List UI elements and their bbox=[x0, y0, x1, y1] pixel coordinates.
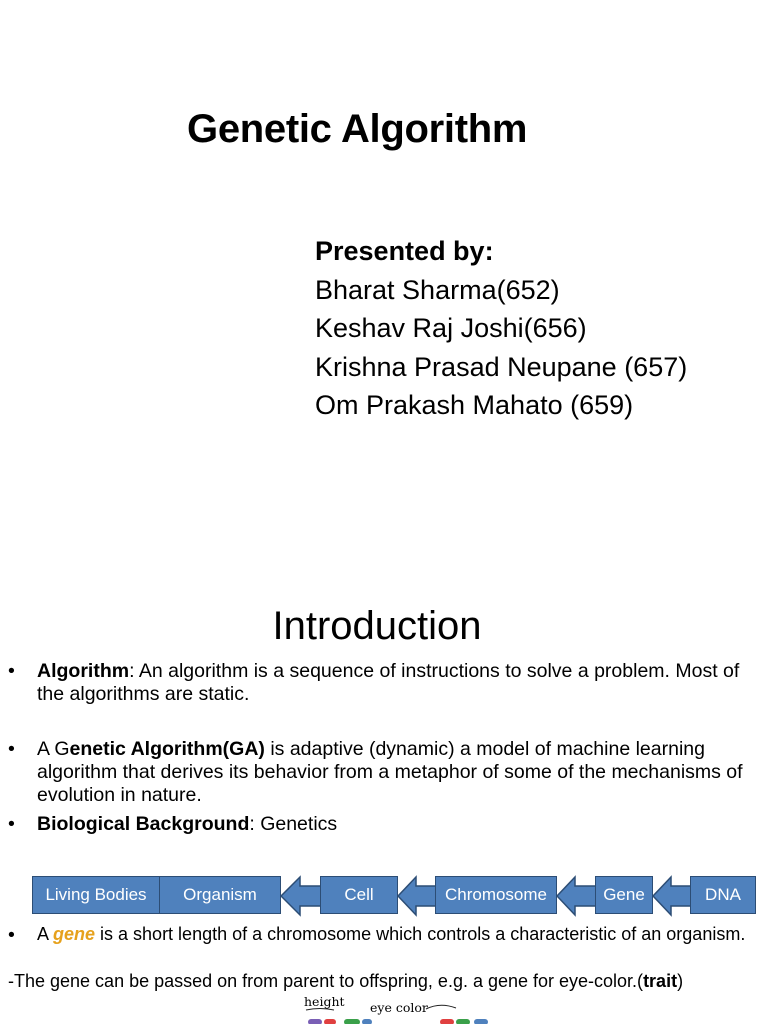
bullet-lead: A bbox=[37, 924, 54, 944]
bullet-lead: A G bbox=[37, 738, 70, 760]
trait-line-close: ) bbox=[677, 971, 684, 991]
bullet-text bbox=[37, 738, 768, 807]
biology-flow-diagram bbox=[0, 874, 768, 918]
presenter-name: Bharat Sharma(652) bbox=[315, 274, 560, 305]
introduction-slide bbox=[0, 576, 768, 1024]
bullet-term: Algorithm bbox=[37, 660, 130, 682]
left-arrow-icon bbox=[556, 874, 597, 918]
presenter-name: Keshav Raj Joshi(656) bbox=[315, 313, 587, 343]
bullet-item-biological-background bbox=[8, 813, 768, 836]
slide-title: Introduction bbox=[272, 604, 482, 648]
bullet-body: is adaptive (dynamic) a model of machine learning algorithm that derives its behavior from a metaphor of some of the mechanisms of evolution in nature. bbox=[37, 738, 743, 806]
chromosome-icon bbox=[300, 994, 500, 1024]
presenter-name: Om Prakash Mahato (659) bbox=[315, 390, 634, 420]
height-label: height bbox=[304, 994, 345, 1009]
bullet-text bbox=[37, 924, 768, 945]
bullet-body: : Genetics bbox=[249, 813, 338, 835]
bullet-text bbox=[37, 660, 768, 706]
bullet-item-algorithm bbox=[8, 660, 768, 706]
bullet-item-gene bbox=[8, 924, 768, 945]
chromosome-illustration bbox=[300, 994, 500, 1024]
eye-color-label: eye color bbox=[370, 1000, 428, 1015]
presented-by-label: Presented by: bbox=[315, 236, 494, 266]
bullet-item-genetic-algorithm bbox=[8, 738, 768, 807]
flow-box-living-bodies: Living Bodies bbox=[32, 876, 160, 914]
presenters-block bbox=[315, 232, 687, 425]
bullet-term: Biological Background bbox=[37, 813, 250, 835]
flow-box-organism: Organism bbox=[159, 876, 281, 914]
flow-box-cell: Cell bbox=[320, 876, 398, 914]
bullet-body: is a short length of a chromosome which controls a characteristic of an organism. bbox=[95, 924, 746, 944]
flow-box-dna: DNA bbox=[690, 876, 756, 914]
left-arrow-icon bbox=[280, 874, 322, 918]
bullet-icon: • bbox=[8, 738, 15, 760]
trait-word: trait bbox=[643, 971, 678, 991]
gene-highlight: gene bbox=[53, 924, 96, 944]
left-arrow-icon bbox=[652, 874, 692, 918]
trait-line-text: -The gene can be passed on from parent to offspring, e.g. a gene for eye-color.( bbox=[8, 971, 644, 991]
flow-box-chromosome: Chromosome bbox=[435, 876, 557, 914]
bullet-icon: • bbox=[8, 660, 15, 682]
flow-box-gene: Gene bbox=[595, 876, 653, 914]
bullet-term: enetic Algorithm(GA) bbox=[69, 738, 265, 760]
slide-title: Genetic Algorithm bbox=[187, 107, 528, 151]
bullet-icon: • bbox=[8, 813, 15, 835]
trait-line bbox=[8, 971, 683, 992]
bullet-text bbox=[37, 813, 768, 836]
left-arrow-icon bbox=[397, 874, 437, 918]
bullet-body: : An algorithm is a sequence of instructions to solve a problem. Most of the algorithms are static. bbox=[37, 660, 740, 705]
bullet-icon: • bbox=[8, 924, 15, 946]
presenter-name: Krishna Prasad Neupane (657) bbox=[315, 351, 688, 382]
